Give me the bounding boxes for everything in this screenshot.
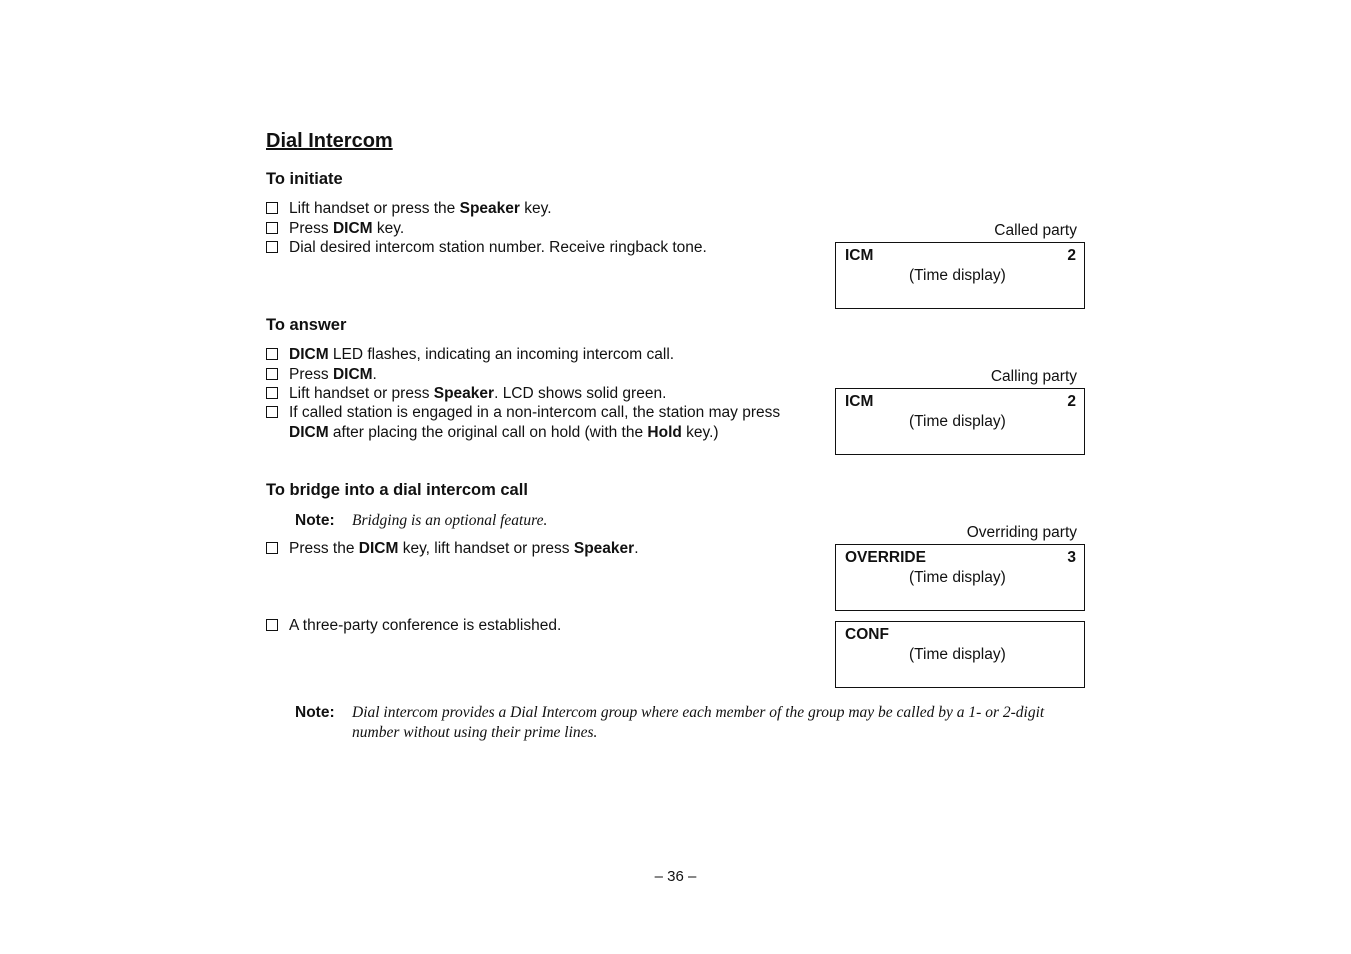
overriding-party-caption: Overriding party xyxy=(966,524,1077,541)
lcd-display-override xyxy=(835,544,1085,611)
page-title: Dial Intercom xyxy=(266,130,393,152)
checkbox-icon xyxy=(266,241,278,253)
heading-to-initiate: To initiate xyxy=(266,170,343,188)
answer-step-1: DICM LED flashes, indicating an incoming intercom call. xyxy=(266,345,829,365)
checkbox-icon xyxy=(266,368,278,380)
heading-to-answer: To answer xyxy=(266,316,347,334)
page-number: – 36 – xyxy=(654,868,697,885)
answer-step-3: Lift handset or press Speaker. LCD shows solid green. xyxy=(266,384,829,404)
lcd-number: 3 xyxy=(1067,549,1076,566)
lcd-line2: (Time display) xyxy=(909,267,1006,284)
checkbox-icon xyxy=(266,406,278,418)
called-party-caption: Called party xyxy=(994,222,1077,239)
lcd-number: 2 xyxy=(1067,247,1076,264)
checkbox-icon xyxy=(266,202,278,214)
heading-to-bridge: To bridge into a dial intercom call xyxy=(266,481,528,499)
checkbox-icon xyxy=(266,619,278,631)
lcd-line1: ICM xyxy=(845,247,874,264)
lcd-line2: (Time display) xyxy=(909,413,1006,430)
lcd-line1: OVERRIDE xyxy=(845,549,926,566)
initiate-step-1: Lift handset or press the Speaker key. xyxy=(266,199,829,219)
footer-note xyxy=(295,703,1085,745)
lcd-number: 2 xyxy=(1067,393,1076,410)
bridge-step-2: A three-party conference is established. xyxy=(266,616,829,636)
note-label: Note: xyxy=(295,704,335,721)
answer-step-2: Press DICM. xyxy=(266,365,829,385)
bridge-note xyxy=(295,511,795,531)
checkbox-icon xyxy=(266,387,278,399)
lcd-display-called xyxy=(835,242,1085,309)
lcd-line2: (Time display) xyxy=(909,646,1006,663)
calling-party-caption: Calling party xyxy=(990,368,1077,385)
initiate-step-2: Press DICM key. xyxy=(266,219,829,239)
note-label: Note: xyxy=(295,512,335,529)
note-text: Bridging is an optional feature. xyxy=(352,512,548,529)
note-text: Dial intercom provides a Dial Intercom group where each member of the group may be called by a 1- or 2-digit number without using their prime lines. xyxy=(352,704,1045,741)
lcd-display-calling xyxy=(835,388,1085,455)
lcd-line1: ICM xyxy=(845,393,874,410)
checkbox-icon xyxy=(266,542,278,554)
lcd-display-conf xyxy=(835,621,1085,688)
checkbox-icon xyxy=(266,222,278,234)
checkbox-icon xyxy=(266,348,278,360)
bridge-step-1: Press the DICM key, lift handset or press Speaker. xyxy=(266,539,829,559)
lcd-line1: CONF xyxy=(845,626,889,643)
answer-step-4: If called station is engaged in a non-intercom call, the station may press DICM after placing the original call on hold (with the Hold key.) xyxy=(266,403,809,442)
initiate-step-3: Dial desired intercom station number. Receive ringback tone. xyxy=(266,238,829,258)
lcd-line2: (Time display) xyxy=(909,569,1006,586)
